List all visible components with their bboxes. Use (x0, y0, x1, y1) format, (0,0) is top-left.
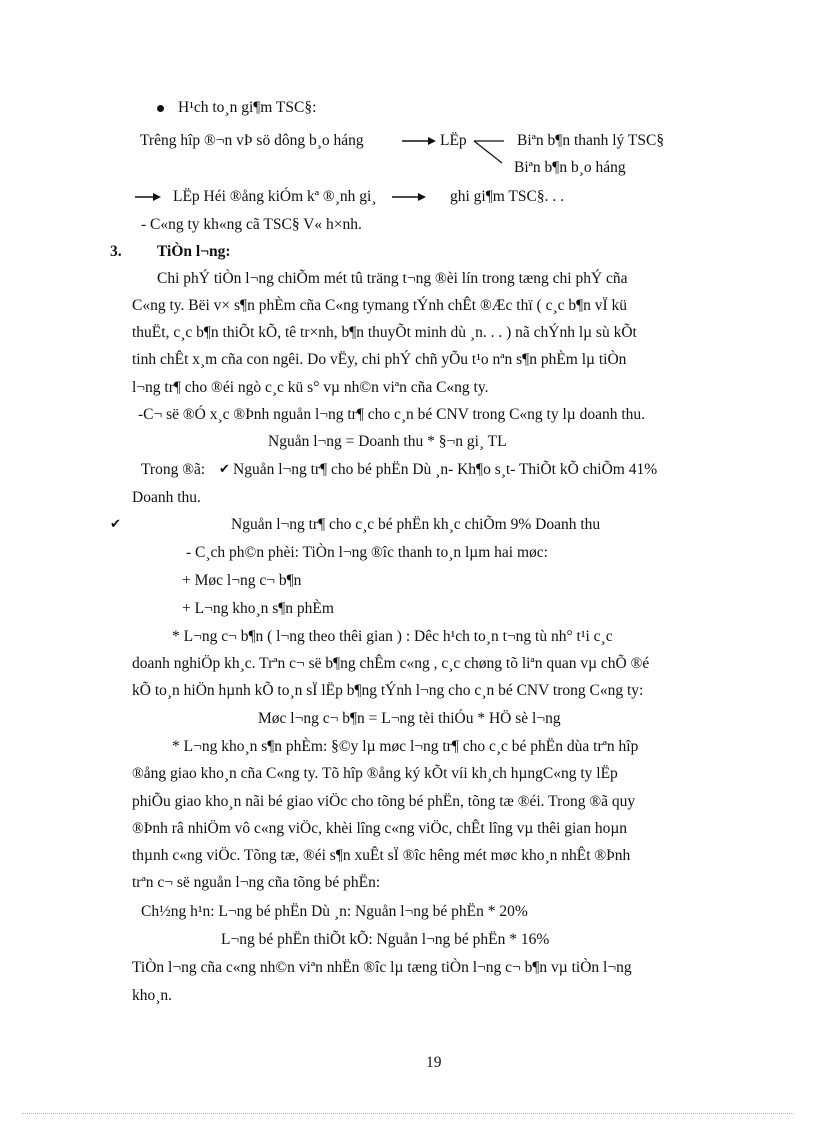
line-cong-ty-khong-co: - C«ng ty kh«ng cã TSC§ V« h×nh. (141, 216, 362, 233)
list-item: + Møc l¬ng c¬ b¶n (182, 572, 302, 589)
paragraph-line: -C¬ së ®Ó x¸c ®Þnh nguån l¬ng tr¶ cho c¸n bé CNV trong C«ng ty lµ doanh thu. (138, 406, 646, 423)
paragraph-line: C«ng ty. Bëi v× s¶n phÈm cña C«ng tymang tÝnh chÊt ®Æc thï ( c¸c b¶n vÏ kü (132, 297, 628, 314)
checkmark-icon: ✔ (219, 462, 230, 477)
paragraph-line: - C¸ch ph©n phèi: TiÒn l¬ng ®îc thanh to¸n lµm hai møc: (186, 544, 548, 561)
bien-ban-thanh-ly: Biªn b¶n thanh lý TSC§ (517, 132, 665, 149)
paragraph-line: thµnh c«ng viÖc. Tõng tæ, ®éi s¶n xuÊt sÏ ®îc hêng mét møc kho¸n nhÊt ®Þnh (132, 847, 631, 864)
paragraph-line: ®ång giao kho¸n cña C«ng ty. Tõ hîp ®ång ký kÕt víi kh¸ch hµngC«ng ty lËp (132, 765, 618, 782)
paragraph-line: doanh nghiÖp kh¸c. Trªn c¬ së b¶ng chÊm c«ng , c¸c chøng tõ liªn quan vµ chÕ ®é (132, 655, 650, 672)
bullet-icon (157, 105, 164, 112)
line-truong-hop: Trêng hîp ®¬n vÞ sö dông b¸o háng (140, 132, 364, 149)
paragraph-line: tinh chÊt x¸m cña con ngêi. Do vËy, chi phÝ chñ yÕu t¹o nªn s¶n phÈm lµ tiÒn (132, 351, 627, 368)
section-number: 3. (110, 243, 122, 260)
paragraph-line: phiÕu giao kho¸n nãi bé giao viÖc cho tõng bé phËn, tõng tæ ®éi. Trong ®ã quy (132, 793, 636, 810)
paragraph-line: * L¬ng kho¸n s¶n phÈm: §©y lµ møc l¬ng tr¶ cho c¸c bé phËn dùa trªn hîp (172, 738, 639, 755)
lap-label: LËp (440, 132, 467, 149)
line-hach-toan-giam-tscd: H¹ch to¸n gi¶m TSC§: (178, 99, 317, 116)
paragraph-line: ®Þnh râ nhiÖm vô c«ng viÖc, khèi lîng c«ng viÖc, chÊt lîng vµ thêi gian hoµn (132, 820, 627, 837)
example-line: L¬ng bé phËn thiÕt kÕ: Nguån l¬ng bé phËn * 16% (221, 931, 550, 948)
paragraph-line: l¬ng tr¶ cho ®éi ngò c¸c kü s° vµ nh©n viªn cña C«ng ty. (132, 379, 489, 396)
list-item: + L¬ng kho¸n s¶n phÈm (182, 600, 334, 617)
right-arrow-icon (402, 134, 436, 148)
bien-ban-bao-hong: Biªn b¶n b¸o háng (514, 159, 626, 176)
branch-lines (472, 138, 506, 166)
checkmark-icon: ✔ (110, 517, 121, 532)
right-arrow-icon (392, 190, 426, 204)
paragraph-line: TiÒn l¬ng cña c«ng nh©n viªn nhËn ®îc lµ tæng tiÒn l¬ng c¬ b¶n vµ tiÒn l¬ng (132, 959, 632, 976)
right-arrow-icon (135, 190, 161, 204)
ghi-giam-tscd: ghi gi¶m TSC§. . . (450, 188, 564, 205)
paragraph-line: * L¬ng c¬ b¶n ( l¬ng theo thêi gian ) : Dêc h¹ch to¸n t¬ng tù nh° t¹i c¸c (172, 628, 613, 645)
formula-line: Nguån l¬ng = Doanh thu * §¬n gi¸ TL (268, 433, 507, 450)
section-heading: TiÒn l¬ng: (157, 243, 231, 260)
lap-hoi-dong: LËp Héi ®ång kiÓm kª ®¸nh gi¸ (173, 188, 377, 205)
paragraph-line: kÕ to¸n hiÖn hµnh kÕ to¸n sÏ lËp b¶ng tÝnh l¬ng cho c¸n bé CNV trong C«ng ty: (132, 682, 644, 699)
paragraph-line: kho¸n. (132, 987, 173, 1004)
page-bottom-border (22, 1113, 794, 1114)
paragraph-line: thuËt, c¸c b¶n thiÕt kÕ, tê tr×nh, b¶n thuyÕt minh dù ¸n. . . ) nã chÝnh lµ sù kÕt (132, 324, 637, 341)
page-number: 19 (426, 1054, 442, 1071)
paragraph-line: Nguån l¬ng tr¶ cho c¸c bé phËn kh¸c chiÕm 9% Doanh thu (231, 516, 601, 533)
paragraph-line: Doanh thu. (132, 489, 201, 506)
trong-do-label: Trong ®ã: (141, 461, 206, 478)
paragraph-line: Nguån l¬ng tr¶ cho bé phËn Dù ¸n- Kh¶o s¸t- ThiÕt kÕ chiÕm 41% (233, 461, 658, 478)
formula-line: Møc l¬ng c¬ b¶n = L¬ng tèi thiÓu * HÖ sè l¬ng (258, 710, 561, 727)
example-line: Ch½ng h¹n: L¬ng bé phËn Dù ¸n: Nguån l¬ng bé phËn * 20% (141, 903, 528, 920)
paragraph-line: trªn c¬ së nguån l¬ng cña tõng bé phËn: (132, 874, 381, 891)
paragraph-line: Chi phÝ tiÒn l¬ng chiÕm mét tû träng t¬ng ®èi lín trong tæng chi phÝ cña (157, 270, 628, 287)
